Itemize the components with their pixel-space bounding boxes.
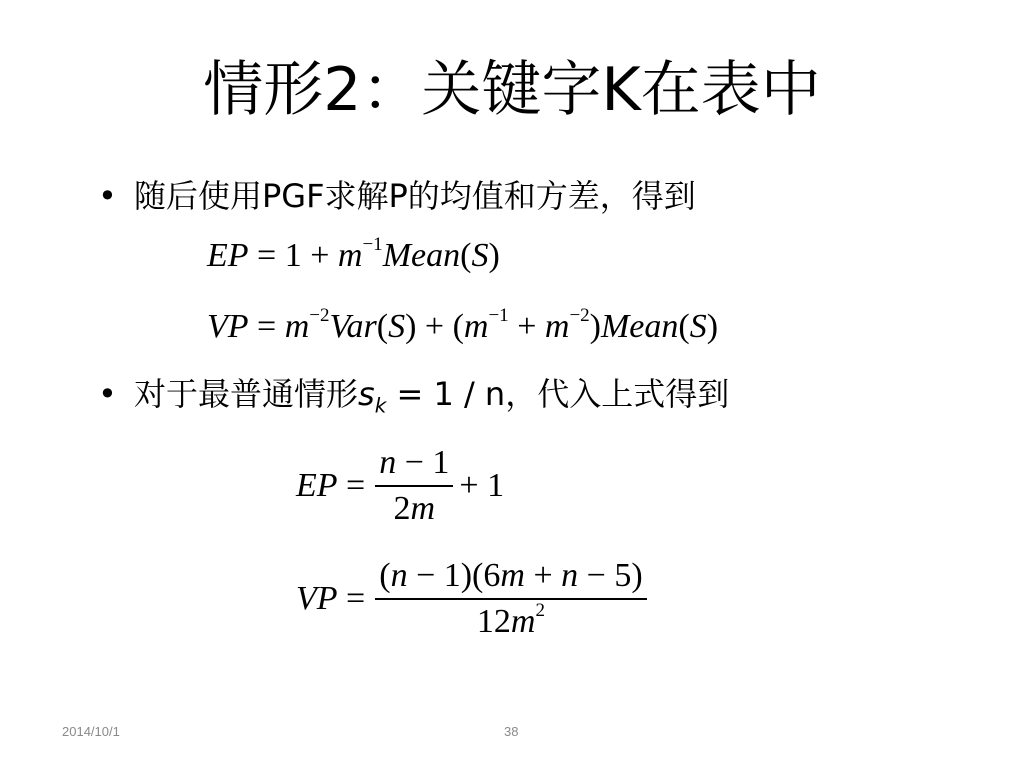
- equation-vp-specific: [296, 556, 653, 642]
- equation-lhs: EP =: [296, 467, 366, 504]
- slide-title: 情形2：关键字K在表中: [203, 55, 821, 125]
- bullet-marker: •: [98, 177, 117, 215]
- bullet-text: 对于最普通情形: [134, 375, 359, 413]
- footer-page-number: 38: [504, 724, 519, 739]
- bullet-item: [98, 372, 729, 427]
- equation-lhs: VP =: [296, 580, 366, 617]
- bullet-item: [98, 174, 696, 218]
- footer-date: 2014/10/1: [62, 724, 120, 739]
- fraction-numerator: n − 1: [379, 444, 450, 481]
- fraction: [375, 556, 646, 642]
- equation-tail: + 1: [459, 467, 505, 504]
- fraction: [375, 443, 453, 529]
- s-variable: $s_k$: [358, 375, 387, 418]
- s-subscript: k: [374, 393, 387, 418]
- bullet-text: 随后使用PGF求解P的均值和方差，得到: [134, 177, 696, 215]
- bullet-text-tail: = 1 / n，代入上式得到: [386, 375, 730, 413]
- bullet-marker: •: [98, 375, 117, 413]
- fraction-numerator: (n − 1)(6m + n − 5): [379, 557, 643, 594]
- equation-ep-specific: [296, 443, 504, 529]
- equation-ep-general: EP = $1 + m^{-1}Mean(S)$: [207, 234, 500, 274]
- equation-vp-general: VP = $m^{-2}Var(S) + (m^{-1}$ + $m^{-2})Mean(S)$: [207, 305, 719, 345]
- fraction-denominator: 2m: [375, 485, 453, 529]
- fraction-denominator: $12m^2$: [375, 598, 646, 642]
